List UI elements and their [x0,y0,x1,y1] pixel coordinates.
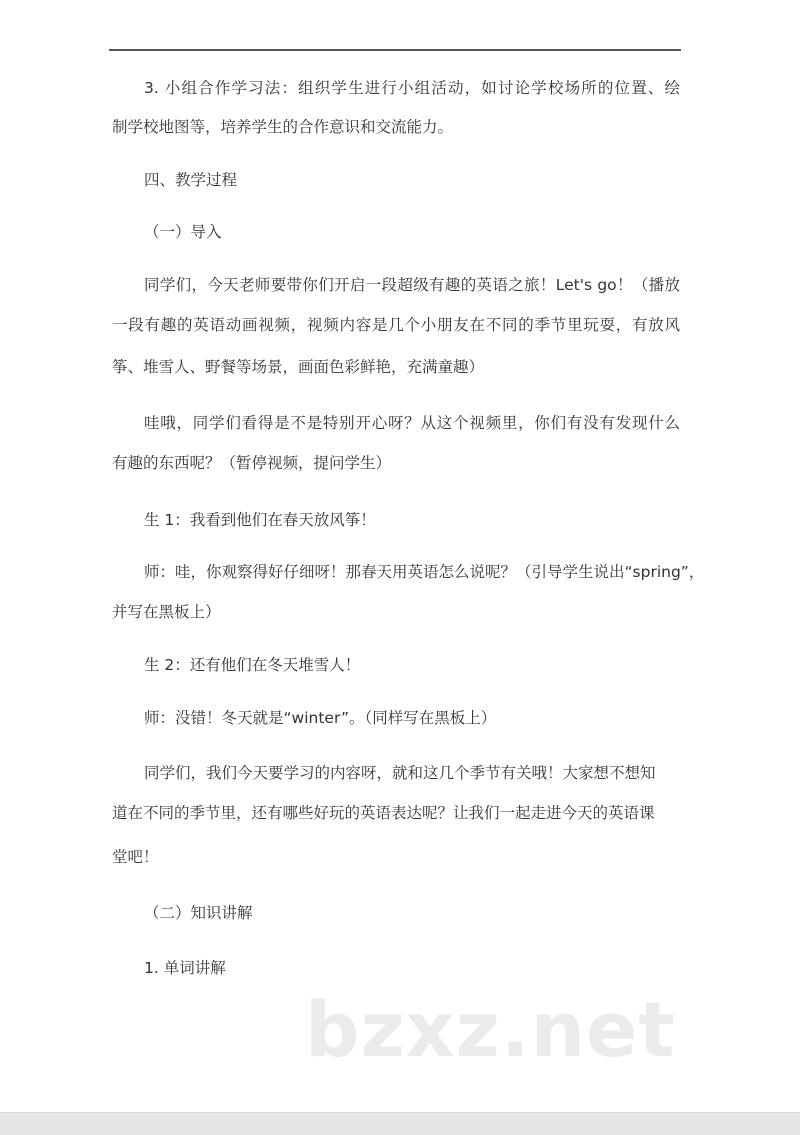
dialogue-line: 师：没错！冬天就是“winter”。（同样写在黑板上） [144,709,497,727]
subsection-heading: （一）导入 [144,223,222,241]
dialogue-line: 并写在黑板上） [112,603,221,621]
header-rule [109,49,681,51]
page-gap [0,1112,800,1135]
watermark: bzxz.net [305,985,676,1074]
paragraph-line: 筝、堆雪人、野餐等场景，画面色彩鲜艳，充满童趣） [112,358,485,376]
paragraph-line: 一段有趣的英语动画视频，视频内容是几个小朋友在不同的季节里玩耍，有放风 [112,316,680,334]
paragraph-line: 3. 小组合作学习法：组织学生进行小组活动，如讨论学校场所的位置、绘 [144,79,680,97]
paragraph-line: 哇哦，同学们看得是不是特别开心呀？从这个视频里，你们有没有发现什么 [144,414,680,432]
dialogue-line: 生 1：我看到他们在春天放风筝！ [144,511,376,529]
paragraph-line: 同学们，我们今天要学习的内容呀，就和这几个季节有关哦！大家想不想知 [144,764,656,782]
dialogue-line: 师：哇，你观察得好仔细呀！那春天用英语怎么说呢？（引导学生说出“spring”， [144,563,705,581]
paragraph-line: 有趣的东西呢？（暂停视频，提问学生） [112,454,392,472]
section-heading: 四、教学过程 [144,171,238,189]
paragraph-line: 制学校地图等，培养学生的合作意识和交流能力。 [112,118,454,136]
dialogue-line: 生 2：还有他们在冬天堆雪人！ [144,656,361,674]
paragraph-line: 堂吧！ [112,848,159,866]
subsection-heading: （二）知识讲解 [144,904,253,922]
paragraph-line: 同学们，今天老师要带你们开启一段超级有趣的英语之旅！Let's go！（播放 [144,276,680,294]
paragraph-line: 道在不同的季节里，还有哪些好玩的英语表达呢？让我们一起走进今天的英语课 [112,804,655,822]
item-heading: 1. 单词讲解 [144,959,226,977]
